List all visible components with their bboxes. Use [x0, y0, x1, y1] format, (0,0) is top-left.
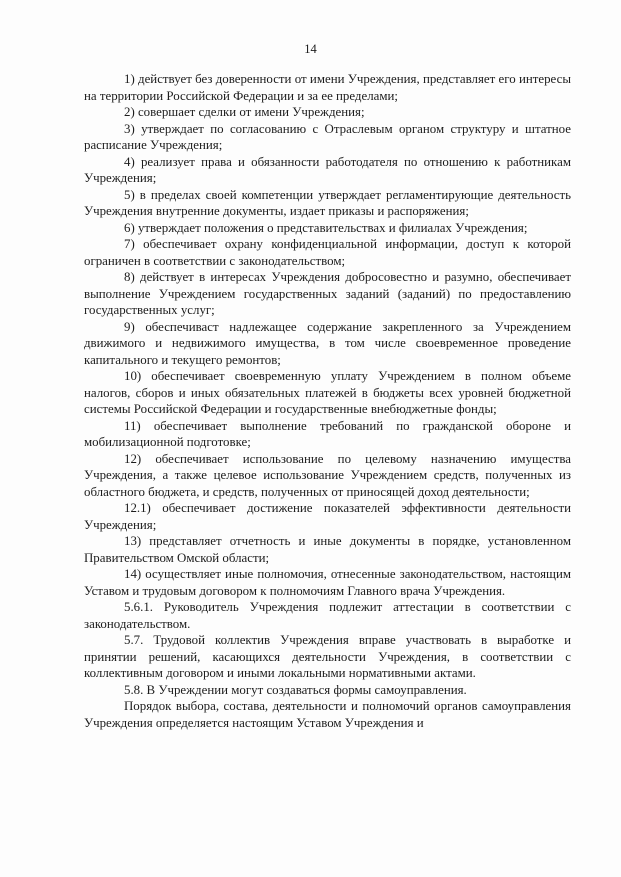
paragraph-12-1: 12.1) обеспечивает достижение показателей эффективности деятельности Учреждения;: [84, 501, 571, 532]
paragraph-4: 4) реализует права и обязанности работодателя по отношению к работникам Учреждения;: [84, 154, 571, 185]
paragraph-8: 8) действует в интересах Учреждения добросовестно и разумно, обеспечивает выполнение Учреждением государственных заданий (заданий) по предоставлению государственных услуг;: [84, 270, 571, 317]
document-body: [84, 71, 571, 731]
paragraph-5-6-1: 5.6.1. Руководитель Учреждения подлежит аттестации в соответствии с законодательством.: [84, 600, 571, 631]
paragraph-5: 5) в пределах своей компетенции утверждает регламентирующие деятельность Учреждения внутренние документы, издает приказы и распоряжения;: [84, 187, 571, 218]
paragraph-7: 7) обеспечивает охрану конфиденциальной информации, доступ к которой ограничен в соответствии с законодательством;: [84, 237, 571, 268]
paragraph-13: 13) представляет отчетность и иные документы в порядке, установленном Правительством Омской области;: [84, 534, 571, 565]
paragraph-5-8: 5.8. В Учреждении могут создаваться формы самоуправления.: [124, 682, 467, 697]
paragraph-14: 14) осуществляет иные полномочия, отнесенные законодательством, настоящим Уставом и трудовым договором к полномочиям Главного врача Учреждения.: [84, 567, 571, 598]
paragraph-self-government: Порядок выбора, состава, деятельности и полномочий органов самоуправления Учреждения определяется настоящим Уставом Учреждения и: [84, 699, 571, 730]
paragraph-5-7: 5.7. Трудовой коллектив Учреждения вправе участвовать в выработке и принятии решений, касающихся деятельности Учреждения, в соответствии с коллективным договором и иными локальными нормативными актами.: [84, 633, 571, 680]
page-number: 14: [304, 42, 317, 56]
paragraph-11: 11) обеспечивает выполнение требований по гражданской обороне и мобилизационной подготовке;: [84, 418, 571, 449]
paragraph-9: 9) обеспечиваст надлежащее содержание закрепленного за Учреждением движимого и недвижимого имущества, в том числе своевременное проведение капитального и текущего ремонтов;: [84, 319, 571, 367]
paragraph-3: 3) утверждает по согласованию с Отраслевым органом структуру и штатное расписание Учреждения;: [84, 121, 571, 152]
paragraph-12: 12) обеспечивает использование по целевому назначению имущества Учреждения, а также целевое использование Учреждением средств, полученных из областного бюджета, и средств, полученных от приносящей доход деятельности;: [84, 451, 571, 499]
paragraph-2: 2) совершает сделки от имени Учреждения;: [124, 105, 365, 119]
paragraph-6: 6) утверждает положения о представительствах и филиалах Учреждения;: [124, 220, 528, 235]
paragraph-10: 10) обеспечивает своевременную уплату Учреждением в полном объеме налогов, сборов и иных обязательных платежей в бюджеты всех уровней бюджетной системы Российской Федерации и государственные внебюджетные фонды;: [84, 369, 571, 416]
paragraph-1: 1) действует без доверенности от имени Учреждения, представляет его интересы на территории Российской Федерации и за ее пределами;: [84, 72, 571, 103]
